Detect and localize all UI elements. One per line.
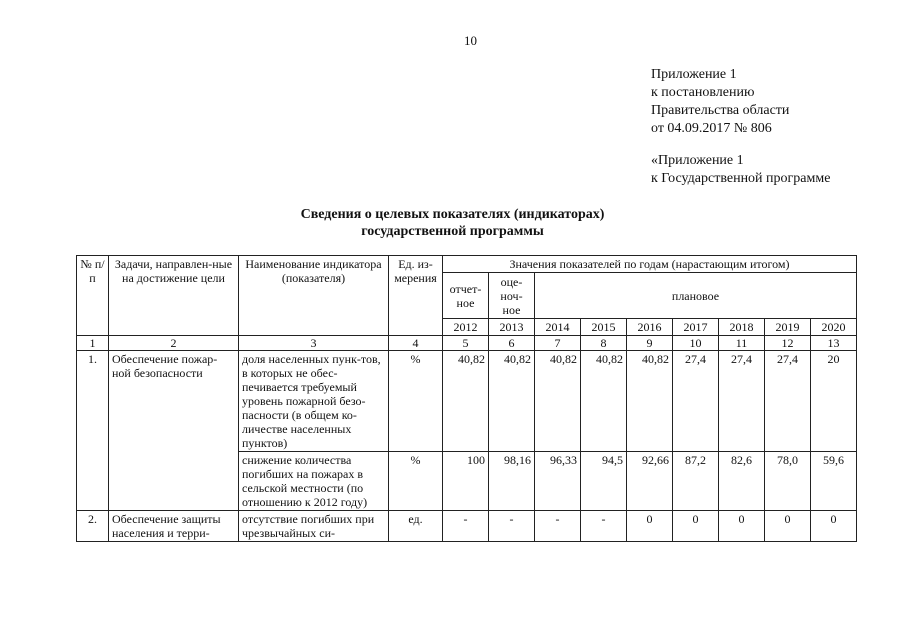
- year-cell: 2014: [535, 319, 581, 336]
- value-cell: 0: [673, 511, 719, 542]
- value-cell: 40,82: [627, 351, 673, 452]
- appendix-program-block: [651, 152, 830, 188]
- value-cell: 96,33: [535, 452, 581, 511]
- value-cell: 59,6: [811, 452, 857, 511]
- table-row: [77, 351, 857, 452]
- table-row: [77, 511, 857, 542]
- indicators-table: [76, 255, 857, 542]
- column-number: 11: [719, 336, 765, 351]
- value-cell: 27,4: [719, 351, 765, 452]
- value-cell: 27,4: [765, 351, 811, 452]
- year-cell: 2017: [673, 319, 719, 336]
- row-num: 1.: [77, 351, 109, 511]
- value-cell: -: [535, 511, 581, 542]
- row-task: Обеспечение пожар-ной безопасности: [109, 351, 239, 511]
- value-cell: 0: [719, 511, 765, 542]
- page-number: 10: [464, 33, 477, 48]
- appendix-program-line: к Государственной программе: [651, 171, 831, 186]
- value-cell: 92,66: [627, 452, 673, 511]
- value-cell: 40,82: [443, 351, 489, 452]
- year-cell: 2020: [811, 319, 857, 336]
- header-planned: плановое: [535, 273, 857, 319]
- year-cell: 2016: [627, 319, 673, 336]
- appendix-block: [651, 66, 789, 138]
- row-unit: ед.: [389, 511, 443, 542]
- column-number: 5: [443, 336, 489, 351]
- value-cell: 0: [765, 511, 811, 542]
- header-estimated: оце-ноч-ное: [489, 273, 535, 319]
- document-title: [0, 206, 905, 240]
- column-number: 7: [535, 336, 581, 351]
- column-number: 13: [811, 336, 857, 351]
- year-cell: 2015: [581, 319, 627, 336]
- value-cell: 82,6: [719, 452, 765, 511]
- header-num: № п/п: [77, 256, 109, 336]
- value-cell: 40,82: [489, 351, 535, 452]
- row-indicator: снижение количества погибших на пожарах в сельской местности (по отношению к 2012 году): [239, 452, 389, 511]
- value-cell: 40,82: [581, 351, 627, 452]
- value-cell: 100: [443, 452, 489, 511]
- column-number: 9: [627, 336, 673, 351]
- value-cell: 94,5: [581, 452, 627, 511]
- header-unit: Ед. из-мерения: [389, 256, 443, 336]
- column-number: 8: [581, 336, 627, 351]
- row-indicator: доля населенных пунк-тов, в которых не обес-печивается требуемый уровень пожарной безо-пасности (в общем ко-личестве населенных пунктов): [239, 351, 389, 452]
- header-row-1: [77, 256, 857, 273]
- column-number: 10: [673, 336, 719, 351]
- header-tasks: Задачи, направлен-ные на достижение цели: [109, 256, 239, 336]
- column-number: 6: [489, 336, 535, 351]
- column-number: 2: [109, 336, 239, 351]
- value-cell: 87,2: [673, 452, 719, 511]
- value-cell: -: [443, 511, 489, 542]
- row-task: Обеспечение защиты населения и терри-: [109, 511, 239, 542]
- value-cell: 27,4: [673, 351, 719, 452]
- column-number: 1: [77, 336, 109, 351]
- value-cell: 0: [627, 511, 673, 542]
- header-values: Значения показателей по годам (нарастающим итогом): [443, 256, 857, 273]
- value-cell: 98,16: [489, 452, 535, 511]
- year-cell: 2018: [719, 319, 765, 336]
- year-cell: 2012: [443, 319, 489, 336]
- column-number: 3: [239, 336, 389, 351]
- header-indicator: Наименование индикатора (показателя): [239, 256, 389, 336]
- row-num: 2.: [77, 511, 109, 542]
- appendix-line: Правительства области: [651, 103, 790, 118]
- value-cell: 20: [811, 351, 857, 452]
- value-cell: 0: [811, 511, 857, 542]
- header-reported: отчет-ное: [443, 273, 489, 319]
- column-number: 12: [765, 336, 811, 351]
- row-indicator: отсутствие погибших при чрезвычайных си-: [239, 511, 389, 542]
- title-line-1: Сведения о целевых показателях (индикаторах): [300, 207, 605, 222]
- value-cell: -: [489, 511, 535, 542]
- row-unit: %: [389, 452, 443, 511]
- value-cell: 40,82: [535, 351, 581, 452]
- appendix-program-line: «Приложение 1: [651, 153, 744, 168]
- value-cell: -: [581, 511, 627, 542]
- row-unit: %: [389, 351, 443, 452]
- appendix-line: к постановлению: [651, 85, 755, 100]
- value-cell: 78,0: [765, 452, 811, 511]
- title-line-2: государственной программы: [361, 224, 544, 239]
- appendix-line: от 04.09.2017 № 806: [651, 121, 772, 136]
- column-number: 4: [389, 336, 443, 351]
- appendix-line: Приложение 1: [651, 67, 737, 82]
- year-cell: 2013: [489, 319, 535, 336]
- year-cell: 2019: [765, 319, 811, 336]
- column-numbers-row: [77, 336, 857, 351]
